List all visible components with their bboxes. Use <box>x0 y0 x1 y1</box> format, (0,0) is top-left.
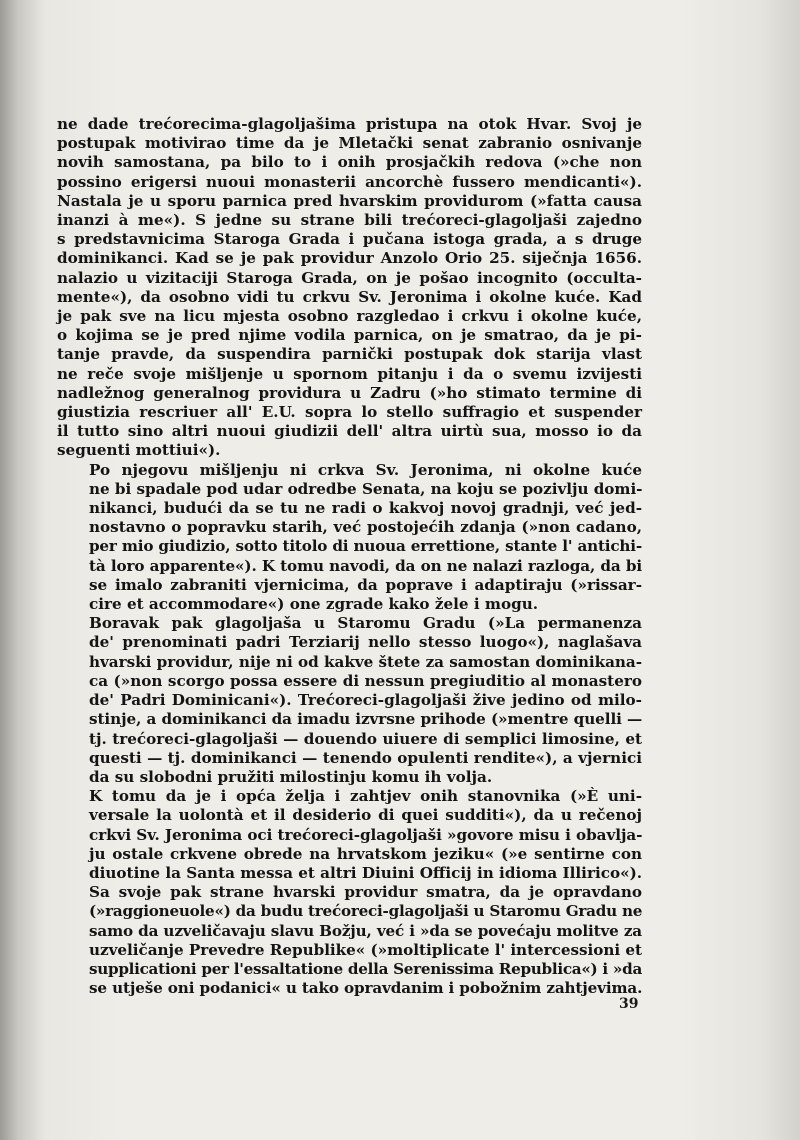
text-line: mente«), da osobno vidi tu crkvu Sv. Jeronima i okolne kuće. Kad <box>57 287 642 306</box>
text-line: nadležnog generalnog providura u Zadru (»ho stimato termine di <box>57 383 642 402</box>
text-line: nostavno o popravku starih, već postojećih zdanja (»non cadano, <box>89 518 642 537</box>
text-line: versale la uolontà et il desiderio di quei sudditi«), da u rečenoj <box>89 806 642 825</box>
text-line: s predstavnicima Staroga Grada i pučana istoga grada, a s druge <box>57 230 642 249</box>
paragraph <box>57 461 642 615</box>
text-line: questi — tj. dominikanci — tenendo opulenti rendite«), a vjernici <box>89 748 642 767</box>
text-line: Po njegovu mišljenju ni crkva Sv. Jeronima, ni okolne kuće <box>89 460 642 479</box>
text-line: samo da uzveličavaju slavu Božju, već i »da se povećaju molitve za <box>89 921 642 940</box>
text-line: Sa svoje pak strane hvarski providur smatra, da je opravdano <box>89 883 642 902</box>
text-line: inanzi à me«). S jedne su strane bili trećoreci-glagoljaši zajedno <box>57 211 642 230</box>
text-line: (»raggioneuole«) da budu trećoreci-glagoljaši u Staromu Gradu ne <box>89 902 643 921</box>
text-line: possino erigersi nuoui monasterii ancorchè fussero mendicanti«). <box>57 172 642 191</box>
text-line: dominikanci. Kad se je pak providur Anzolo Orio 25. siječnja 1656. <box>57 249 642 268</box>
text-line: uzveličanje Prevedre Republike« (»moltiplicate l' intercessioni et <box>89 940 643 959</box>
text-line: da su slobodni pružiti milostinju komu ih volja. <box>89 767 493 786</box>
text-line: diuotine la Santa messa et altri Diuini Officij in idioma Illirico«). <box>89 863 643 882</box>
text-line: giustizia rescriuer all' E.U. sopra lo stello suffragio et suspender <box>57 403 642 422</box>
text-line: supplicationi per l'essaltatione della Serenissima Republica«) i »da <box>89 959 642 978</box>
text-line: Boravak pak glagoljaša u Staromu Gradu (»La permanenza <box>89 614 642 633</box>
text-line: ju ostale crkvene obrede na hrvatskom jeziku« (»e sentirne con <box>89 844 642 863</box>
text-line: Nastala je u sporu parnica pred hvarskim providurom (»fatta causa <box>57 191 642 210</box>
text-line: K tomu da je i opća želja i zahtjev onih stanovnika (»È uni- <box>89 787 642 806</box>
text-line: se imalo zabraniti vjernicima, da poprave i adaptiraju (»rissar- <box>89 575 642 594</box>
page-number: 39 <box>619 996 639 1012</box>
text-line: il tutto sino altri nuoui giudizii dell' altra uirtù sua, mosso io da <box>57 422 642 441</box>
body-text <box>57 115 642 998</box>
text-line: ne reče svoje mišljenje u spornom pitanju i da o svemu izvijesti <box>57 364 642 383</box>
text-line: stinje, a dominikanci da imadu izvrsne prihode (»mentre quelli — <box>89 710 643 729</box>
text-line: nikanci, budući da se tu ne radi o kakvoj novoj gradnji, već jed- <box>89 499 642 518</box>
text-line: tà loro apparente«). K tomu navodi, da on ne nalazi razloga, da bi <box>89 556 642 575</box>
text-line: tanje pravde, da suspendira parnički postupak dok starija vlast <box>57 345 642 364</box>
text-line: per mio giudizio, sotto titolo di nuoua errettione, stante l' antichi- <box>89 537 642 556</box>
text-line: crkvi Sv. Jeronima oci trećoreci-glagoljaši »govore misu i obavlja- <box>89 825 643 844</box>
text-line: nalazio u vizitaciji Staroga Grada, on je pošao incognito (occulta- <box>57 268 642 287</box>
paragraph <box>57 787 642 998</box>
text-line: hvarski providur, nije ni od kakve štete za samostan dominikana- <box>89 652 642 671</box>
text-line: de' Padri Dominicani«). Trećoreci-glagoljaši žive jedino od milo- <box>89 691 642 710</box>
text-line: de' prenominati padri Terziarij nello stesso luogo«), naglašava <box>89 633 642 652</box>
text-line: postupak motivirao time da je Mletački senat zabranio osnivanje <box>57 134 642 153</box>
text-line: je pak sve na licu mjesta osobno razgledao i crkvu i okolne kuće, <box>57 307 642 326</box>
text-line: ca (»non scorgo possa essere di nessun pregiuditio al monastero <box>89 671 642 690</box>
text-line: tj. trećoreci-glagoljaši — douendo uiuere di semplici limosine, et <box>89 729 642 748</box>
text-line: o kojima se je pred njime vodila parnica, on je smatrao, da je pi- <box>57 326 642 345</box>
text-line: ne dade trećorecima-glagoljašima pristupa na otok Hvar. Svoj je <box>57 115 642 133</box>
paragraph <box>57 115 642 461</box>
paragraph <box>57 614 642 787</box>
text-line: cire et accommodare«) one zgrade kako žele i mogu. <box>89 595 539 614</box>
text-line: novih samostana, pa bilo to i onih prosjačkih redova (»che non <box>57 153 642 172</box>
text-line: se utješe oni podanici« u tako opravdanim i pobožnim zahtjevima. <box>89 979 643 998</box>
text-line: ne bi spadale pod udar odredbe Senata, na koju se pozivlju domi- <box>89 479 643 498</box>
text-line: seguenti mottiui«). <box>57 441 221 460</box>
